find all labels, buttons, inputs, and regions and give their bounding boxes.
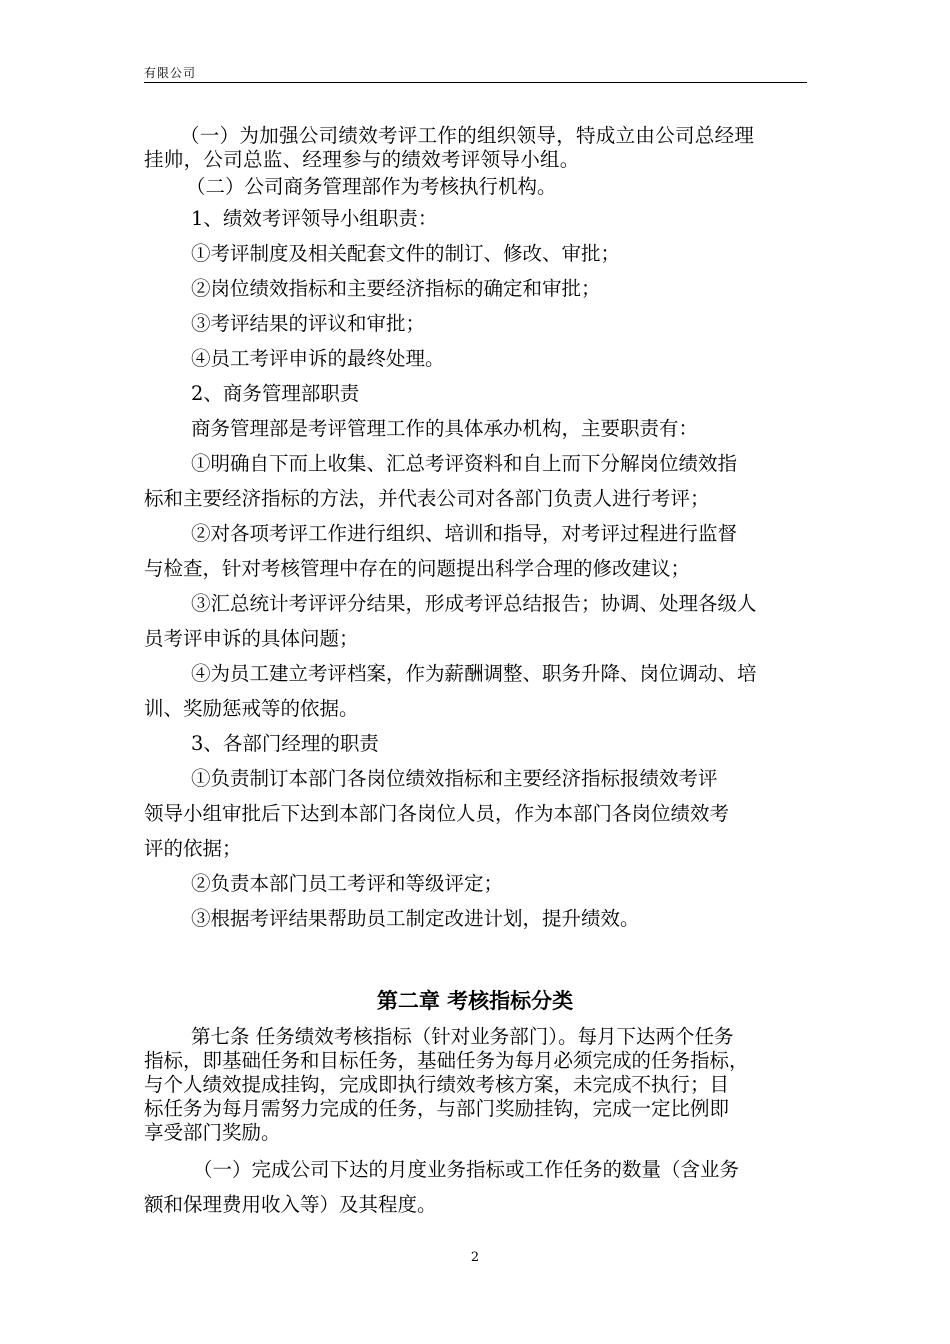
article-subitem-continuation: 额和保理费用收入等）及其程度。 (144, 1193, 437, 1216)
list-item: ③汇总统计考评评分结果，形成考评总结报告；协调、处理各级人 (191, 592, 757, 615)
list-item-continuation: 与检查，针对考核管理中存在的问题提出科学合理的修改建议； (144, 557, 691, 580)
list-item: ②岗位绩效指标和主要经济指标的确定和审批； (191, 277, 601, 300)
list-item: ④为员工建立考评档案，作为薪酬调整、职务升降、岗位调动、培 (191, 662, 757, 685)
article-subitem: （一）完成公司下达的月度业务指标或工作任务的数量（含业务 (193, 1158, 740, 1181)
paragraph-line: （二）公司商务管理部作为考核执行机构。 (186, 175, 557, 198)
list-item: ③根据考评结果帮助员工制定改进计划，提升绩效。 (191, 907, 640, 930)
chapter-title: 第二章 考核指标分类 (376, 989, 574, 1013)
article-line: 享受部门奖励。 (144, 1121, 281, 1144)
list-item: ①明确自下而上收集、汇总考评资料和自上而下分解岗位绩效指 (191, 452, 738, 475)
section-heading: 1、绩效考评领导小组职责： (191, 207, 438, 230)
header-company-name: 有限公司 (144, 66, 197, 80)
list-item-continuation: 训、奖励惩戒等的依据。 (144, 697, 359, 720)
list-item: ①考评制度及相关配套文件的制订、修改、审批； (191, 242, 621, 265)
list-item: ④员工考评申诉的最终处理。 (191, 347, 445, 370)
section-heading: 2、商务管理部职责 (191, 382, 360, 405)
header-divider (144, 82, 807, 83)
paragraph-line: 商务管理部是考评管理工作的具体承办机构，主要职责有： (191, 417, 699, 440)
paragraph-line: （一）为加强公司绩效考评工作的组织领导，特成立由公司总经理 (180, 124, 755, 147)
article-line: 指标，即基础任务和目标任务，基础任务为每月必须完成的任务指标， (144, 1049, 749, 1072)
article-line: 标任务为每月需努力完成的任务，与部门奖励挂钩，完成一定比例即 (144, 1097, 730, 1120)
list-item-continuation: 领导小组审批后下达到本部门各岗位人员，作为本部门各岗位绩效考 (144, 802, 730, 825)
list-item: ①负责制订本部门各岗位绩效指标和主要经济指标报绩效考评 (191, 767, 718, 790)
list-item: ②对各项考评工作进行组织、培训和指导，对考评过程进行监督 (191, 522, 738, 545)
page-number: 2 (470, 1250, 480, 1265)
list-item: ③考评结果的评议和审批； (191, 312, 426, 335)
article-line: 第七条 任务绩效考核指标（针对业务部门）。每月下达两个任务 (191, 1025, 734, 1048)
paragraph-line: 挂帅，公司总监、经理参与的绩效考评领导小组。 (144, 148, 580, 171)
section-heading: 3、各部门经理的职责 (191, 732, 379, 755)
list-item-continuation: 评的依据； (144, 837, 242, 860)
list-item-continuation: 标和主要经济指标的方法，并代表公司对各部门负责人进行考评； (144, 487, 710, 510)
article-line: 与个人绩效提成挂钩，完成即执行绩效考核方案，未完成不执行；目 (144, 1073, 730, 1096)
list-item-continuation: 员考评申诉的具体问题； (144, 627, 359, 650)
list-item: ②负责本部门员工考评和等级评定； (191, 872, 504, 895)
